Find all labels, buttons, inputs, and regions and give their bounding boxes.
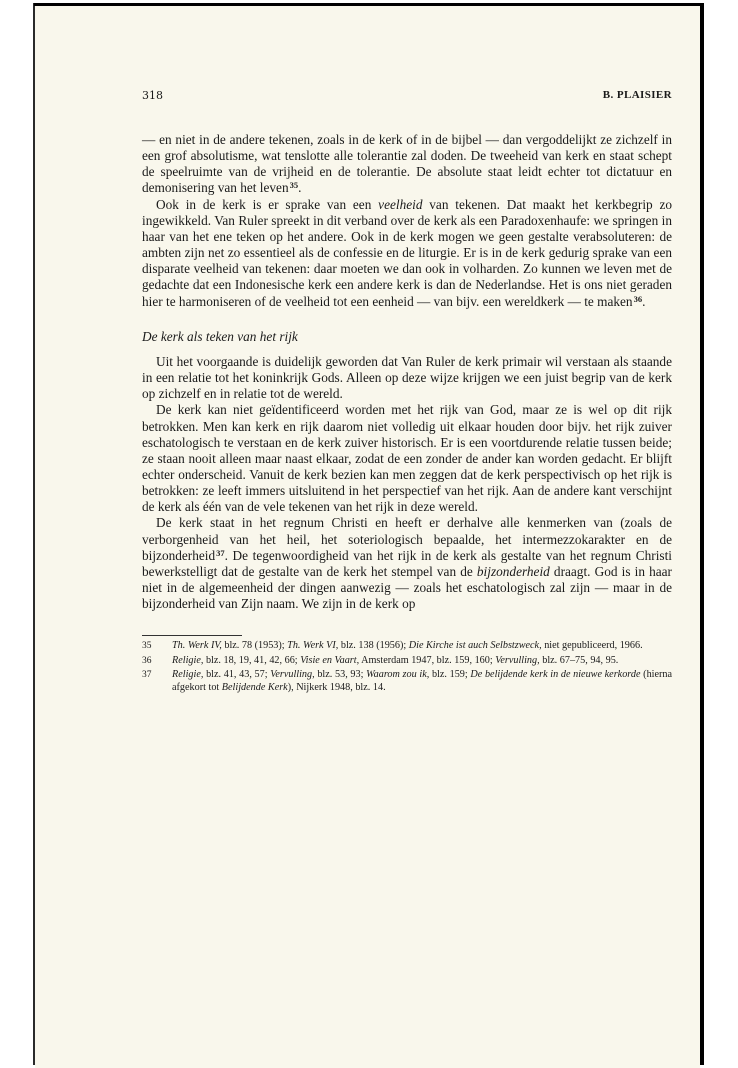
italic-text: Die Kirche ist auch Selbstzweck, xyxy=(408,640,542,652)
text-run: — en niet in de andere tekenen, zoals in de kerk of in de bijbel — dan vergoddelijkt ze zichzelf in een grof absolutisme, wat tenslotte alle tolerantie zal doden. De tweeheid van kerk en staat schept de speelruimte van de vrijheid en de tolerantie. De absolute staat leidt echter tot dictatuur en demonisering van het leven xyxy=(142,132,672,196)
italic-text: Vervulling, xyxy=(495,654,540,666)
text-run: niet gepubliceerd, 1966. xyxy=(541,640,643,652)
footnote-text xyxy=(172,655,672,668)
italic-text: Waarom zou ik, xyxy=(366,669,430,681)
text-run: De kerk staat in het regnum Christi en heeft er derhalve alle kenmerken van (zoals de verborgenheid van het heil, het soteriologisch bepaalde, het intermezzokarakter en de bijzonderheid xyxy=(142,515,672,563)
text-run: blz. 18, 19, 41, 42, 66; xyxy=(203,654,301,666)
footnote-rule xyxy=(142,635,242,636)
text-run: . xyxy=(298,180,302,196)
body-text xyxy=(142,132,672,612)
footnote-number: 35 xyxy=(142,641,152,652)
paragraph xyxy=(142,197,672,310)
page-header xyxy=(142,89,672,109)
footnote-text xyxy=(172,640,672,653)
text-run: . xyxy=(642,293,646,309)
scan-edge-right xyxy=(700,3,704,1065)
italic-text: Religie, xyxy=(172,669,204,681)
text-run: De kerk kan niet geïdentificeerd worden met het rijk van God, maar ze is wel op dit rijk betrokken. Men kan kerk en rijk daarom niet volledig uit elkaar houden door bijv. het rijk zuiver eschatologisch te verstaan en de kerk zuiver historisch. Er is een voortdurende relatie tussen beide; ze staan nooit alleen maar naast elkaar, zodat de een zonder de ander kan worden gedacht. Er blijft echter onderscheid. Vanuit de kerk bezien kan men zeggen dat de kerk perspectivisch op het rijk is betrokken: ze leeft immers uitsluitend in het perspectief van het rijk. Aan de andere kant verschijnt de kerk als één van de vele tekenen van het rijk in deze wereld. xyxy=(142,402,672,515)
text-run: (hierna afgekort tot xyxy=(172,669,673,693)
text-run: Ook in de kerk is er sprake van een xyxy=(156,196,379,212)
italic-text: bijzonderheid xyxy=(476,563,550,579)
italic-text: Vervulling, xyxy=(270,669,315,681)
paragraph xyxy=(142,132,672,197)
text-run: blz. 159; xyxy=(429,669,471,681)
text-run: van tekenen. Dat maakt het kerkbegrip zo ingewikkeld. Van Ruler spreekt in dit verband over de kerk als een Paradoxenhaufe: we springen in haar van het ene teken op het andere. Ook in de kerk mogen we geen gestalte verabsoluteren: de ambten zijn net zo essentieel als de confessie en de liturgie. Er is in de kerk gedurig sprake van een disparate veelheid van tekenen: daar moeten we dan ook in volharden. Zo kunnen we leven met de gedachte dat een Indonesische kerk een andere kerk is dan de Nederlandse. Het is ons niet geraden hier te harmoniseren of de veelheid tot een eenheid — van bijv. een wereldkerk — te maken xyxy=(142,196,673,309)
italic-text: Th. Werk VI, xyxy=(287,640,339,652)
text-run: blz. 53, 93; xyxy=(314,669,367,681)
text-run: . De tegenwoordigheid van het rijk in de kerk als gestalte van het regnum Christi bewerkstelligt dat de gestalte van de kerk het stempel van de xyxy=(142,547,672,579)
paragraph xyxy=(142,515,672,612)
footnote xyxy=(142,640,672,653)
paragraph xyxy=(142,354,672,402)
footnote-reference: 35 xyxy=(289,180,299,191)
text-run: Amsterdam 1947, blz. 159, 160; xyxy=(359,654,496,666)
italic-text: Th. Werk IV, xyxy=(172,640,222,652)
footnote xyxy=(142,655,672,668)
footnote-text xyxy=(172,669,672,694)
italic-text: veelheid xyxy=(378,196,423,212)
text-run: blz. 138 (1956); xyxy=(338,640,409,652)
text-run: blz. 78 (1953); xyxy=(221,640,288,652)
page-number: 318 xyxy=(142,89,163,102)
footnote-reference: 37 xyxy=(216,547,225,558)
page-content xyxy=(142,89,672,696)
italic-text: De belijdende kerk in de nieuwe kerkorde xyxy=(470,669,641,681)
footnotes xyxy=(142,640,672,694)
page-sheet xyxy=(35,6,700,1068)
text-run: ), Nijkerk 1948, blz. 14. xyxy=(287,681,386,693)
footnote-number: 37 xyxy=(142,670,152,681)
italic-text: Belijdende Kerk xyxy=(221,681,288,693)
paragraph xyxy=(142,402,672,515)
text-run: blz. 41, 43, 57; xyxy=(203,669,271,681)
footnote xyxy=(142,669,672,694)
text-run: blz. 67–75, 94, 95. xyxy=(539,654,619,666)
section-heading: De kerk als teken van het rijk xyxy=(142,328,298,344)
italic-text: Religie, xyxy=(172,654,204,666)
footnote-reference: 36 xyxy=(633,293,643,304)
text-run: Uit het voorgaande is duidelijk geworden dat Van Ruler de kerk primair wil verstaan als staande in een relatie tot het koninkrijk Gods. Alleen op deze wijze krijgen we een juist begrip van de kerk op zichzelf en in relatie tot de wereld. xyxy=(142,353,672,402)
running-head: B. PLAISIER xyxy=(602,89,672,101)
italic-text: Visie en Vaart, xyxy=(300,654,360,666)
text-run: draagt. God is in haar niet in de algemeenheid der dingen aanwezig — zoals het eschatologisch zal zijn — maar in de bijzonderheid van Zijn naam. We zijn in de kerk op xyxy=(142,563,672,612)
footnote-number: 36 xyxy=(142,655,152,666)
